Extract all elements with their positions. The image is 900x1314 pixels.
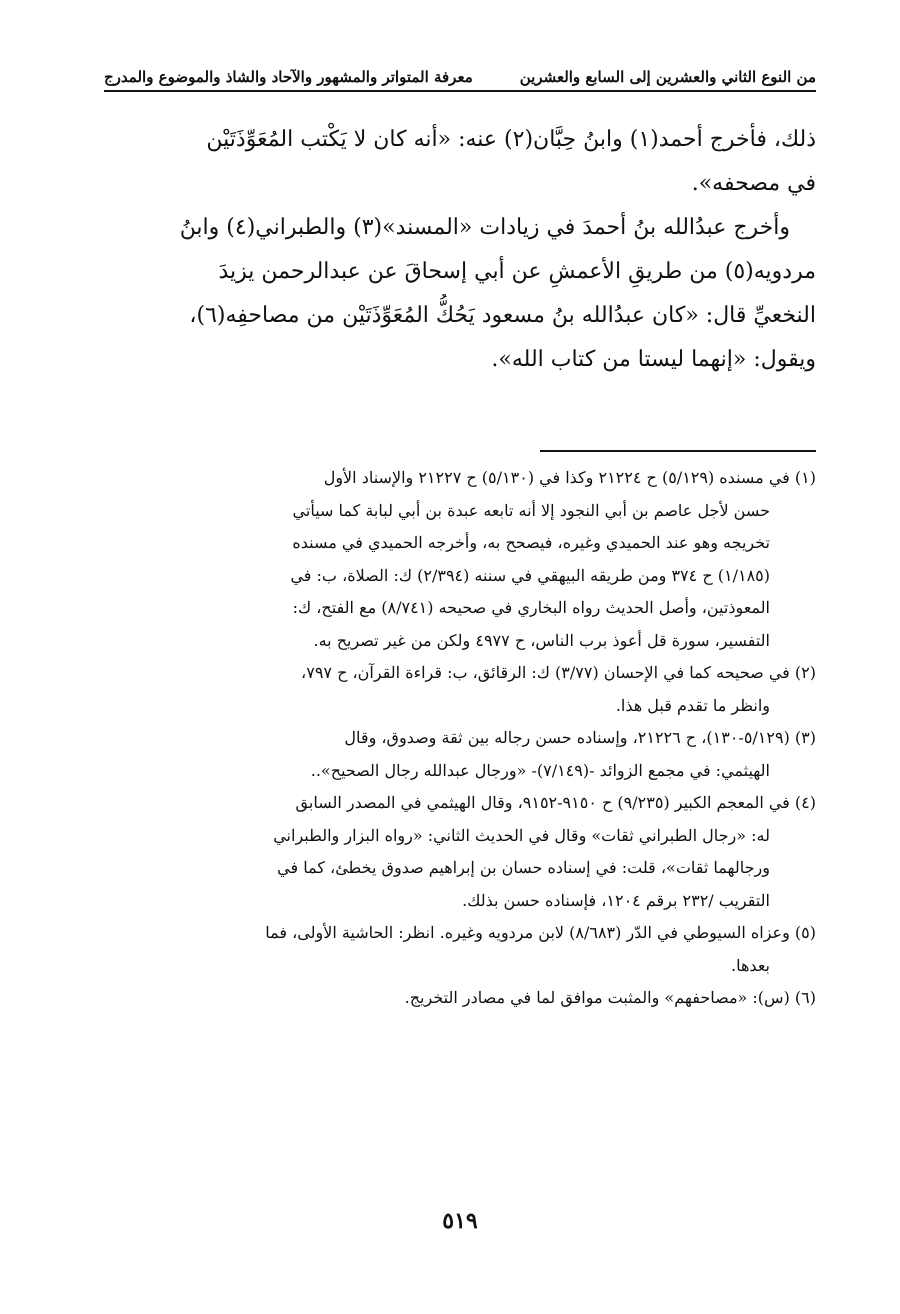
footnote-3 [104,722,816,787]
main-text [104,118,816,382]
header-section-title: معرفة المتواتر والمشهور والآحاد والشاذ والموضوع والمدرج [104,68,473,86]
running-header [104,58,816,92]
page-number: ٥١٩ [442,1208,478,1234]
footnote-1 [104,462,816,657]
footnote-4 [104,787,816,917]
footnote-line: التقريب /٢٣٢ برقم ١٢٠٤، فإسناده حسن بذلك. [462,890,770,910]
footnote-line: التفسير، سورة قل أعوذ برب الناس، ح ٤٩٧٧ ولكن من غير تصريح به. [313,630,770,650]
footnote-2 [104,657,816,722]
footnote-line: (٥) وعزاه السيوطي في الدّر (٨/٦٨٣) لابن مردويه وغيره. انظر: الحاشية الأولى، فما [265,923,816,942]
footnote-line: المعوذتين، وأصل الحديث رواه البخاري في صحيحه (٨/٧٤١) مع الفتح، ك: [292,598,770,617]
body-line: في مصحفه». [691,171,816,196]
footnotes [104,462,816,1015]
footnote-line: الهيثمي: في مجمع الزوائد -(٧/١٤٩)- «ورجال عبدالله رجال الصحيح».. [310,760,770,780]
footnote-line: تخريجه وهو عند الحميدي وغيره، فيصحح به، وأخرجه الحميدي في مسنده [292,533,770,552]
footnote-line: (١/١٨٥) ح ٣٧٤ ومن طريقه البيهقي في سننه (٢/٣٩٤) ك: الصلاة، ب: في [290,565,770,585]
footnote-line: حسن لأجل عاصم بن أبي النجود إلا أنه تابعه عبدة بن أبي لبابة كما سيأتي [292,500,770,520]
footnote-line: وانظر ما تقدم قبل هذا. [615,695,770,715]
footnote-line: (٣) (٥/١٢٩-١٣٠)، ح ٢١٢٢٦، وإسناده حسن رجاله بين ثقة وصدوق، وقال [344,728,816,747]
footnote-line: له: «رجال الطبراني ثقات» وقال في الحديث الثاني: «رواه البزار والطبراني [273,825,770,845]
footnote-line: ورجالهما ثقات»، قلت: في إسناده حسان بن إبراهيم صدوق يخطئ، كما في [277,858,770,877]
body-line: النخعيِّ قال: «كان عبدُالله بنُ مسعود يَحُكُّ المُعَوِّذَتَيْن من مصاحفِه(٦)، [189,303,816,328]
footnote-line: (١) في مسنده (٥/١٢٩) ح ٢١٢٢٤ وكذا في (٥/١٣٠) ح ٢١٢٢٧ والإسناد الأول [323,468,816,487]
footnote-line: (٦) (س): «مصاحفهم» والمثبت موافق لما في مصادر التخريج. [404,988,816,1007]
footnote-line: (٤) في المعجم الكبير (٩/٢٣٥) ح ٩١٥٠-٩١٥٢، وقال الهيثمي في المصدر السابق [295,793,816,812]
footnote-line: (٢) في صحيحه كما في الإحسان (٣/٧٧) ك: الرقائق، ب: قراءة القرآن، ح ٧٩٧، [301,663,816,682]
footnote-6 [104,982,816,1015]
body-line: مردويه(٥) من طريقِ الأعمشِ عن أبي إسحاقَ عن عبدالرحمن يزيدَ [218,259,816,284]
body-line: ذلك، فأخرج أحمد(١) وابنُ حِبَّان(٢) عنه: «أنه كان لا يَكْتب المُعَوِّذَتَيْن [206,127,816,152]
body-line: ويقول: «إنهما ليستا من كتاب الله». [491,347,816,372]
body-line: وأخرج عبدُالله بنُ أحمدَ في زيادات «المسند»(٣) والطبراني(٤) وابنُ [179,215,790,240]
footnote-5 [104,917,816,982]
footnote-separator [540,450,816,452]
header-chapter-range: من النوع الثاني والعشرين إلى السابع والعشرين [519,68,816,86]
footnote-line: بعدها. [731,955,770,975]
